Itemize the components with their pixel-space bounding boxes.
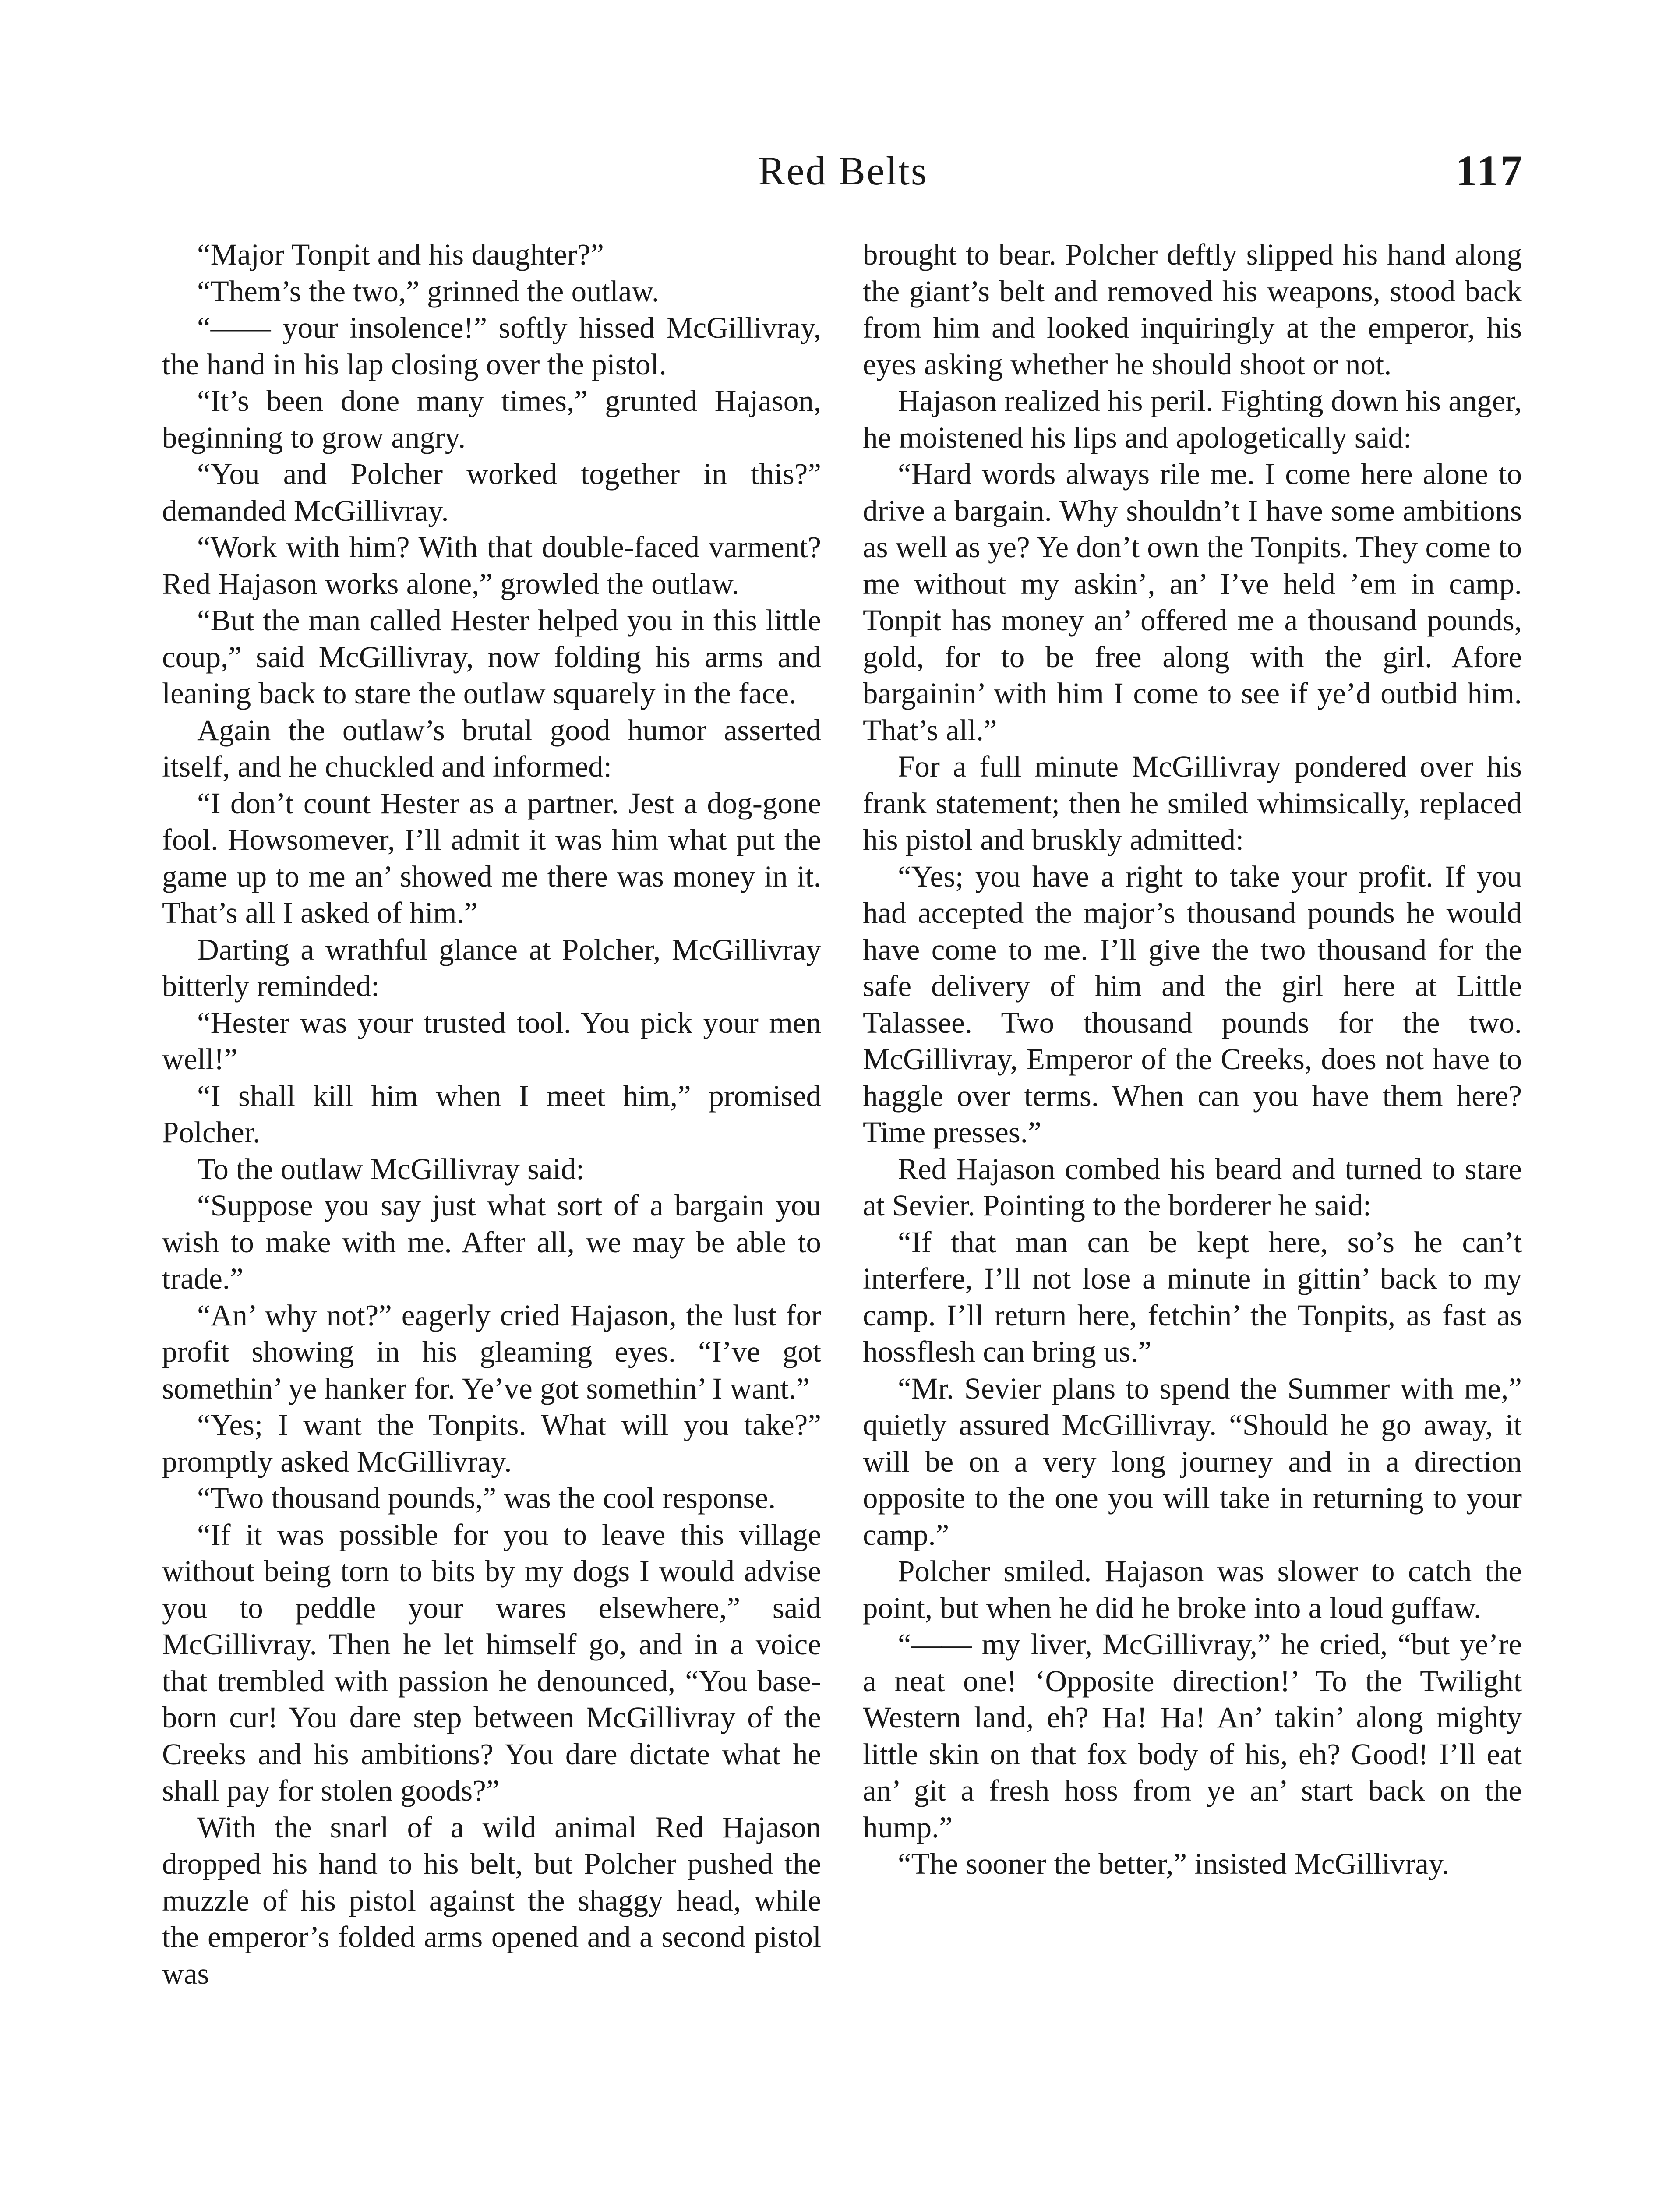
paragraph: “But the man called Hester helped you in this little coup,” said McGillivray, now folding his arms and leaning back to stare the outlaw squarely in the face. — [162, 604, 821, 710]
paragraph: Again the outlaw’s brutal good humor asserted itself, and he chuckled and informed: — [162, 713, 821, 783]
paragraph: “Work with him? With that double-faced varment? Red Hajason works alone,” growled the outlaw. — [162, 530, 821, 600]
paragraph: “Hester was your trusted tool. You pick your men well!” — [162, 1006, 821, 1076]
paragraph: “—— your insolence!” softly hissed McGillivray, the hand in his lap closing over the pistol. — [162, 311, 821, 381]
paragraph: Hajason realized his peril. Fighting down his anger, he moistened his lips and apologetically said: — [863, 384, 1522, 454]
right-column — [863, 237, 1522, 1883]
page-header — [162, 145, 1524, 206]
paragraph: “If it was possible for you to leave this village without being torn to bits by my dogs I would advise you to peddle your wares elsewhere,” said McGillivray. Then he let himself go, and in a voice that trembled with passion he denounced, “You base-born cur! You dare step between McGillivray of the Creeks and his ambitions? You dare dictate what he shall pay for stolen goods?” — [162, 1518, 821, 1807]
paragraph: To the outlaw McGillivray said: — [197, 1152, 585, 1186]
paragraph: With the snarl of a wild animal Red Hajason dropped his hand to his belt, but Polcher pushed the muzzle of his pistol against the shaggy head, while the emperor’s folded arms opened and a second pistol was — [162, 1810, 821, 1990]
paragraph: Polcher smiled. Hajason was slower to catch the point, but when he did he broke into a loud guffaw. — [863, 1554, 1522, 1625]
paragraph: “You and Polcher worked together in this?” demanded McGillivray. — [162, 457, 821, 527]
paragraph: “An’ why not?” eagerly cried Hajason, the lust for profit showing in his gleaming eyes. “I’ve got somethin’ ye hanker for. Ye’ve got somethin’ I want.” — [162, 1298, 821, 1405]
paragraph: “Two thousand pounds,” was the cool response. — [197, 1481, 776, 1515]
paragraph: “If that man can be kept here, so’s he can’t interfere, I’ll not lose a minute in gittin’ back to my camp. I’ll return here, fetchin’ the Tonpits, as fast as hossflesh can bring us.” — [863, 1225, 1522, 1368]
paragraph: For a full minute McGillivray pondered over his frank statement; then he smiled whimsically, replaced his pistol and bruskly admitted: — [863, 750, 1522, 856]
paragraph: “Yes; I want the Tonpits. What will you take?” promptly asked McGillivray. — [162, 1408, 821, 1478]
paragraph: “—— my liver, McGillivray,” he cried, “but ye’re a neat one! ‘Opposite direction!’ To the Twilight Western land, eh? Ha! Ha! An’ takin’ along mighty little skin on that fox body of his, eh? Good! I’ll eat an’ git a fresh hoss from ye an’ start back on the hump.” — [863, 1628, 1522, 1844]
page-number: 117 — [1455, 146, 1524, 195]
paragraph: “Hard words always rile me. I come here alone to drive a bargain. Why shouldn’t I have some ambitions as well as ye? Ye don’t own the Tonpits. They come to me without my askin’, an’ I’ve held ’em in camp. Tonpit has money an’ offered me a thousand pounds, gold, for to be free along with the girl. Afore bargainin’ with him I come to see if ye’d outbid him. That’s all.” — [863, 457, 1522, 747]
paragraph: “Mr. Sevier plans to spend the Summer with me,” quietly assured McGillivray. “Should he go away, it will be on a very long journey and in a direction opposite to the one you will take in returning to your camp.” — [863, 1371, 1522, 1551]
running-title: Red Belts — [758, 148, 928, 193]
paragraph: “Major Tonpit and his daughter?” — [197, 238, 604, 271]
paragraph: “Suppose you say just what sort of a bargain you wish to make with me. After all, we may be able to trade.” — [162, 1189, 821, 1295]
paragraph: “It’s been done many times,” grunted Hajason, beginning to grow angry. — [162, 384, 821, 454]
paragraph-continuation: brought to bear. Polcher deftly slipped his hand along the giant’s belt and removed his weapons, stood back from him and looked inquiringly at the emperor, his eyes asking whether he should shoot or not. — [863, 238, 1522, 381]
paragraph: Darting a wrathful glance at Polcher, McGillivray bitterly reminded: — [162, 933, 821, 1003]
paragraph: “Them’s the two,” grinned the outlaw. — [197, 274, 660, 308]
paragraph: Red Hajason combed his beard and turned to stare at Sevier. Pointing to the borderer he said: — [863, 1152, 1522, 1222]
paragraph: “Yes; you have a right to take your profit. If you had accepted the major’s thousand pounds he would have come to me. I’ll give the two thousand for the safe delivery of him and the girl here at Little Talassee. Two thousand pounds for the two. McGillivray, Emperor of the Creeks, does not have to haggle over terms. When can you have them here? Time presses.” — [863, 859, 1522, 1149]
paragraph: “I shall kill him when I meet him,” promised Polcher. — [162, 1079, 821, 1149]
left-column — [162, 237, 821, 1992]
paragraph: “I don’t count Hester as a partner. Jest a dog-gone fool. Howsomever, I’ll admit it was him what put the game up to me an’ showed me there was money in it. That’s all I asked of him.” — [162, 786, 821, 929]
paragraph: “The sooner the better,” insisted McGillivray. — [898, 1847, 1450, 1880]
